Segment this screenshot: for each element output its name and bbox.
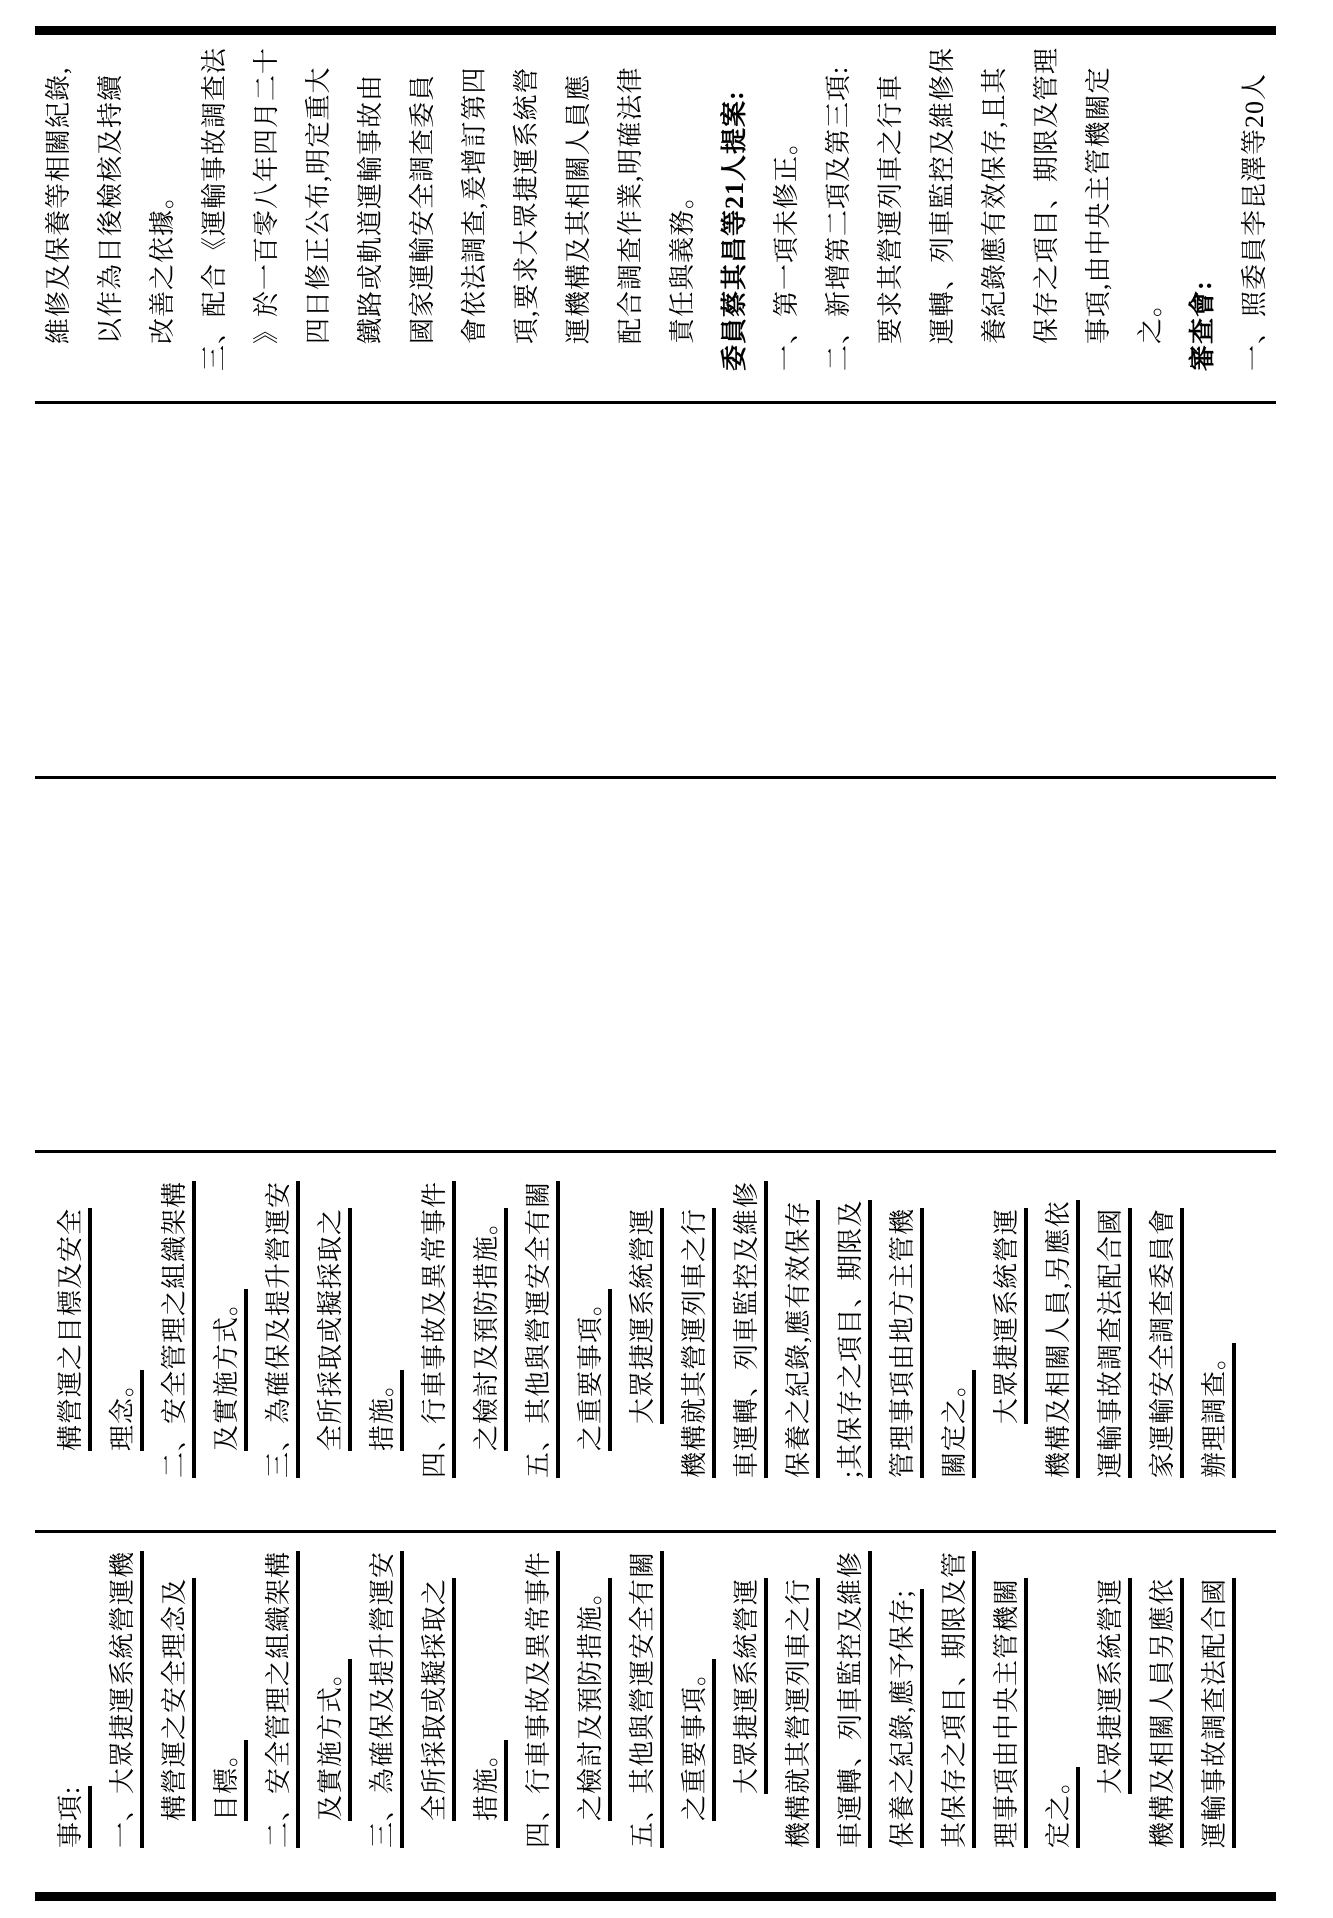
text-line [264, 1539, 316, 1848]
text-run: 車運轉、列車監控及維修 [732, 1181, 768, 1478]
text-line [160, 1539, 212, 1821]
text-run: 國家運輸安全調查委員 [408, 73, 437, 344]
text-run: 措施。 [472, 1740, 508, 1821]
text-line [1096, 1159, 1148, 1478]
text-line [316, 1159, 368, 1451]
text-line [1200, 1159, 1252, 1478]
text-line [668, 41, 720, 344]
text-run: 改善之依據。 [148, 181, 177, 344]
text-line [368, 1159, 420, 1451]
table-column-2-proposed-text [0, 1153, 1333, 1530]
text-line [732, 1159, 784, 1478]
text-line [1136, 41, 1188, 344]
text-line [56, 1539, 108, 1848]
text-run: 三、配合《運輸事故調查法 [200, 46, 229, 371]
text-line [836, 1159, 888, 1478]
text-line [784, 1159, 836, 1478]
text-line [888, 1159, 940, 1478]
text-line [420, 1159, 472, 1478]
text-run: 二、安全管理之組織架構 [264, 1551, 300, 1848]
text-line [252, 41, 304, 344]
text-line [96, 41, 148, 344]
text-run: 責任與義務。 [668, 181, 697, 344]
text-line [212, 1539, 264, 1821]
text-run: 之。 [1136, 289, 1165, 344]
text-run: 》於一百零八年四月二十 [252, 46, 281, 344]
text-line [148, 41, 200, 344]
text-line [160, 1159, 212, 1478]
text-line [460, 41, 512, 344]
text-line [264, 1159, 316, 1478]
text-line [628, 1539, 680, 1848]
text-line [992, 1159, 1044, 1424]
text-line [576, 1539, 628, 1821]
text-line [720, 41, 772, 371]
table-border-outer-right [35, 26, 1276, 35]
text-line [524, 1159, 576, 1478]
text-line [940, 1539, 992, 1848]
text-line [576, 1159, 628, 1451]
text-run: 大眾捷運系統營運 [1096, 1578, 1132, 1794]
text-run: 以作為日後檢核及持續 [96, 73, 125, 344]
text-line [992, 1539, 1044, 1848]
text-line [512, 41, 564, 344]
text-line [784, 1539, 836, 1848]
text-run: 運輸事故調查法配合國 [1200, 1578, 1236, 1848]
text-line [44, 41, 96, 344]
text-line [200, 41, 252, 371]
text-run: 保養之紀錄,應有效保存 [784, 1200, 820, 1478]
text-run: 構營運之安全理念及 [160, 1578, 196, 1821]
text-run: 四、行車事故及異常事件 [420, 1181, 456, 1478]
text-line [108, 1159, 160, 1451]
text-line [212, 1159, 264, 1451]
text-line [524, 1539, 576, 1848]
text-line [304, 41, 356, 344]
text-line [1044, 1539, 1096, 1848]
text-run: 鐵路或軌道運輸事故由 [356, 73, 385, 344]
text-run: 運機構及其相關人員應 [564, 73, 593, 344]
text-line [836, 1539, 888, 1848]
text-run: 五、其他與營運安全有關 [628, 1551, 664, 1848]
emphasized-text: 審查會: [1188, 280, 1217, 371]
text-line [56, 1159, 108, 1451]
text-line [408, 41, 460, 344]
text-run: 四、行車事故及異常事件 [524, 1551, 560, 1848]
text-run: ;其保存之項目、期限及 [836, 1200, 872, 1478]
text-run: 及實施方式。 [212, 1289, 248, 1451]
text-run: 辦理調查。 [1200, 1343, 1236, 1478]
text-line [1096, 1539, 1148, 1794]
text-run: 機構及相關人員,另應依 [1044, 1200, 1080, 1478]
text-run: 運輸事故調查法配合國 [1096, 1208, 1132, 1478]
text-line [1148, 1539, 1200, 1848]
text-run: 之重要事項。 [576, 1289, 612, 1451]
text-run: 大眾捷運系統營運 [628, 1208, 664, 1424]
text-run: 之檢討及預防措施。 [472, 1208, 508, 1451]
table-column-1-amended-text [0, 1533, 1333, 1892]
text-line [888, 1539, 940, 1848]
text-run: 及實施方式。 [316, 1659, 352, 1821]
text-run: 一、第一項未修正。 [772, 127, 801, 371]
text-run: 管理事項由地方主管機 [888, 1208, 924, 1478]
text-line [564, 41, 616, 344]
text-run: 配合調查作業,明確法律 [616, 66, 645, 344]
text-run: 三、為確保及提升營運安 [264, 1181, 300, 1478]
text-run: 養紀錄應有效保存,且其 [980, 66, 1009, 344]
table-column-5-explanation [0, 35, 1333, 401]
text-line [940, 1159, 992, 1478]
text-line [1188, 41, 1240, 371]
text-line [628, 1159, 680, 1424]
text-line [472, 1539, 524, 1821]
text-run: 之檢討及預防措施。 [576, 1578, 612, 1821]
text-run: 大眾捷運系統營運 [732, 1578, 768, 1794]
text-run: 二、新增第二項及第三項: [824, 65, 853, 371]
text-run: 會依法調查,爰增訂第四 [460, 66, 489, 344]
text-line [1200, 1539, 1252, 1848]
table-column-3-empty [0, 779, 1333, 1150]
text-line [1148, 1159, 1200, 1478]
text-line [1240, 41, 1292, 371]
text-run: 一、大眾捷運系統營運機 [108, 1551, 144, 1848]
text-line [1032, 41, 1084, 344]
text-run: 事項: [56, 1786, 92, 1848]
text-line [1084, 41, 1136, 344]
emphasized-text: 委員蔡其昌等21人提案: [720, 90, 749, 371]
text-run: 三、為確保及提升營運安 [368, 1551, 404, 1848]
text-run: 構營運之目標及安全 [56, 1208, 92, 1451]
text-run: 家運輸安全調查委員會 [1148, 1208, 1184, 1478]
text-run: 其保存之項目、期限及管 [940, 1551, 976, 1848]
text-line [420, 1539, 472, 1821]
text-run: 全所採取或擬採取之 [316, 1208, 352, 1451]
text-line [356, 41, 408, 344]
text-line [316, 1539, 368, 1821]
text-line [876, 41, 928, 344]
text-run: 之重要事項。 [680, 1659, 716, 1821]
text-run: 機構就其營運列車之行 [680, 1208, 716, 1478]
text-run: 機構就其營運列車之行 [784, 1578, 820, 1848]
text-run: 定之。 [1044, 1767, 1080, 1848]
text-line [108, 1539, 160, 1848]
text-line [772, 41, 824, 371]
text-run: 車運轉、列車監控及維修 [836, 1551, 872, 1848]
text-run: 維修及保養等相關紀錄, [44, 66, 73, 344]
text-run: 理事項由中央主管機關 [992, 1578, 1028, 1848]
text-run: 全所採取或擬採取之 [420, 1578, 456, 1821]
text-line [616, 41, 668, 344]
text-line [824, 41, 876, 371]
text-run: 目標。 [212, 1740, 248, 1821]
text-run: 運轉、列車監控及維修保 [928, 46, 957, 344]
text-run: 事項,由中央主管機關定 [1084, 66, 1113, 344]
text-run: 要求其營運列車之行車 [876, 73, 905, 344]
text-line [1044, 1159, 1096, 1478]
text-line [980, 41, 1032, 344]
text-run: 關定之。 [940, 1370, 976, 1478]
text-run: 保存之項目、期限及管理 [1032, 46, 1061, 344]
text-run: 二、安全管理之組織架構 [160, 1181, 196, 1478]
table-column-4-empty [0, 404, 1333, 776]
text-line [680, 1539, 732, 1821]
text-run: 大眾捷運系統營運 [992, 1208, 1028, 1424]
text-line [680, 1159, 732, 1478]
text-run: 一、照委員李昆澤等20人 [1240, 72, 1269, 371]
text-run: 理念。 [108, 1370, 144, 1451]
text-line [472, 1159, 524, 1451]
table-border-outer-left [35, 1892, 1276, 1901]
text-line [368, 1539, 420, 1848]
text-line [732, 1539, 784, 1794]
text-run: 四日修正公布,明定重大 [304, 66, 333, 344]
text-run: 保養之紀錄,應予保存; [888, 1589, 924, 1848]
text-run: 機構及相關人員另應依 [1148, 1578, 1184, 1848]
text-run: 五、其他與營運安全有關 [524, 1181, 560, 1478]
text-run: 項,要求大眾捷運系統營 [512, 66, 541, 344]
text-run: 措施。 [368, 1370, 404, 1451]
text-line [928, 41, 980, 344]
